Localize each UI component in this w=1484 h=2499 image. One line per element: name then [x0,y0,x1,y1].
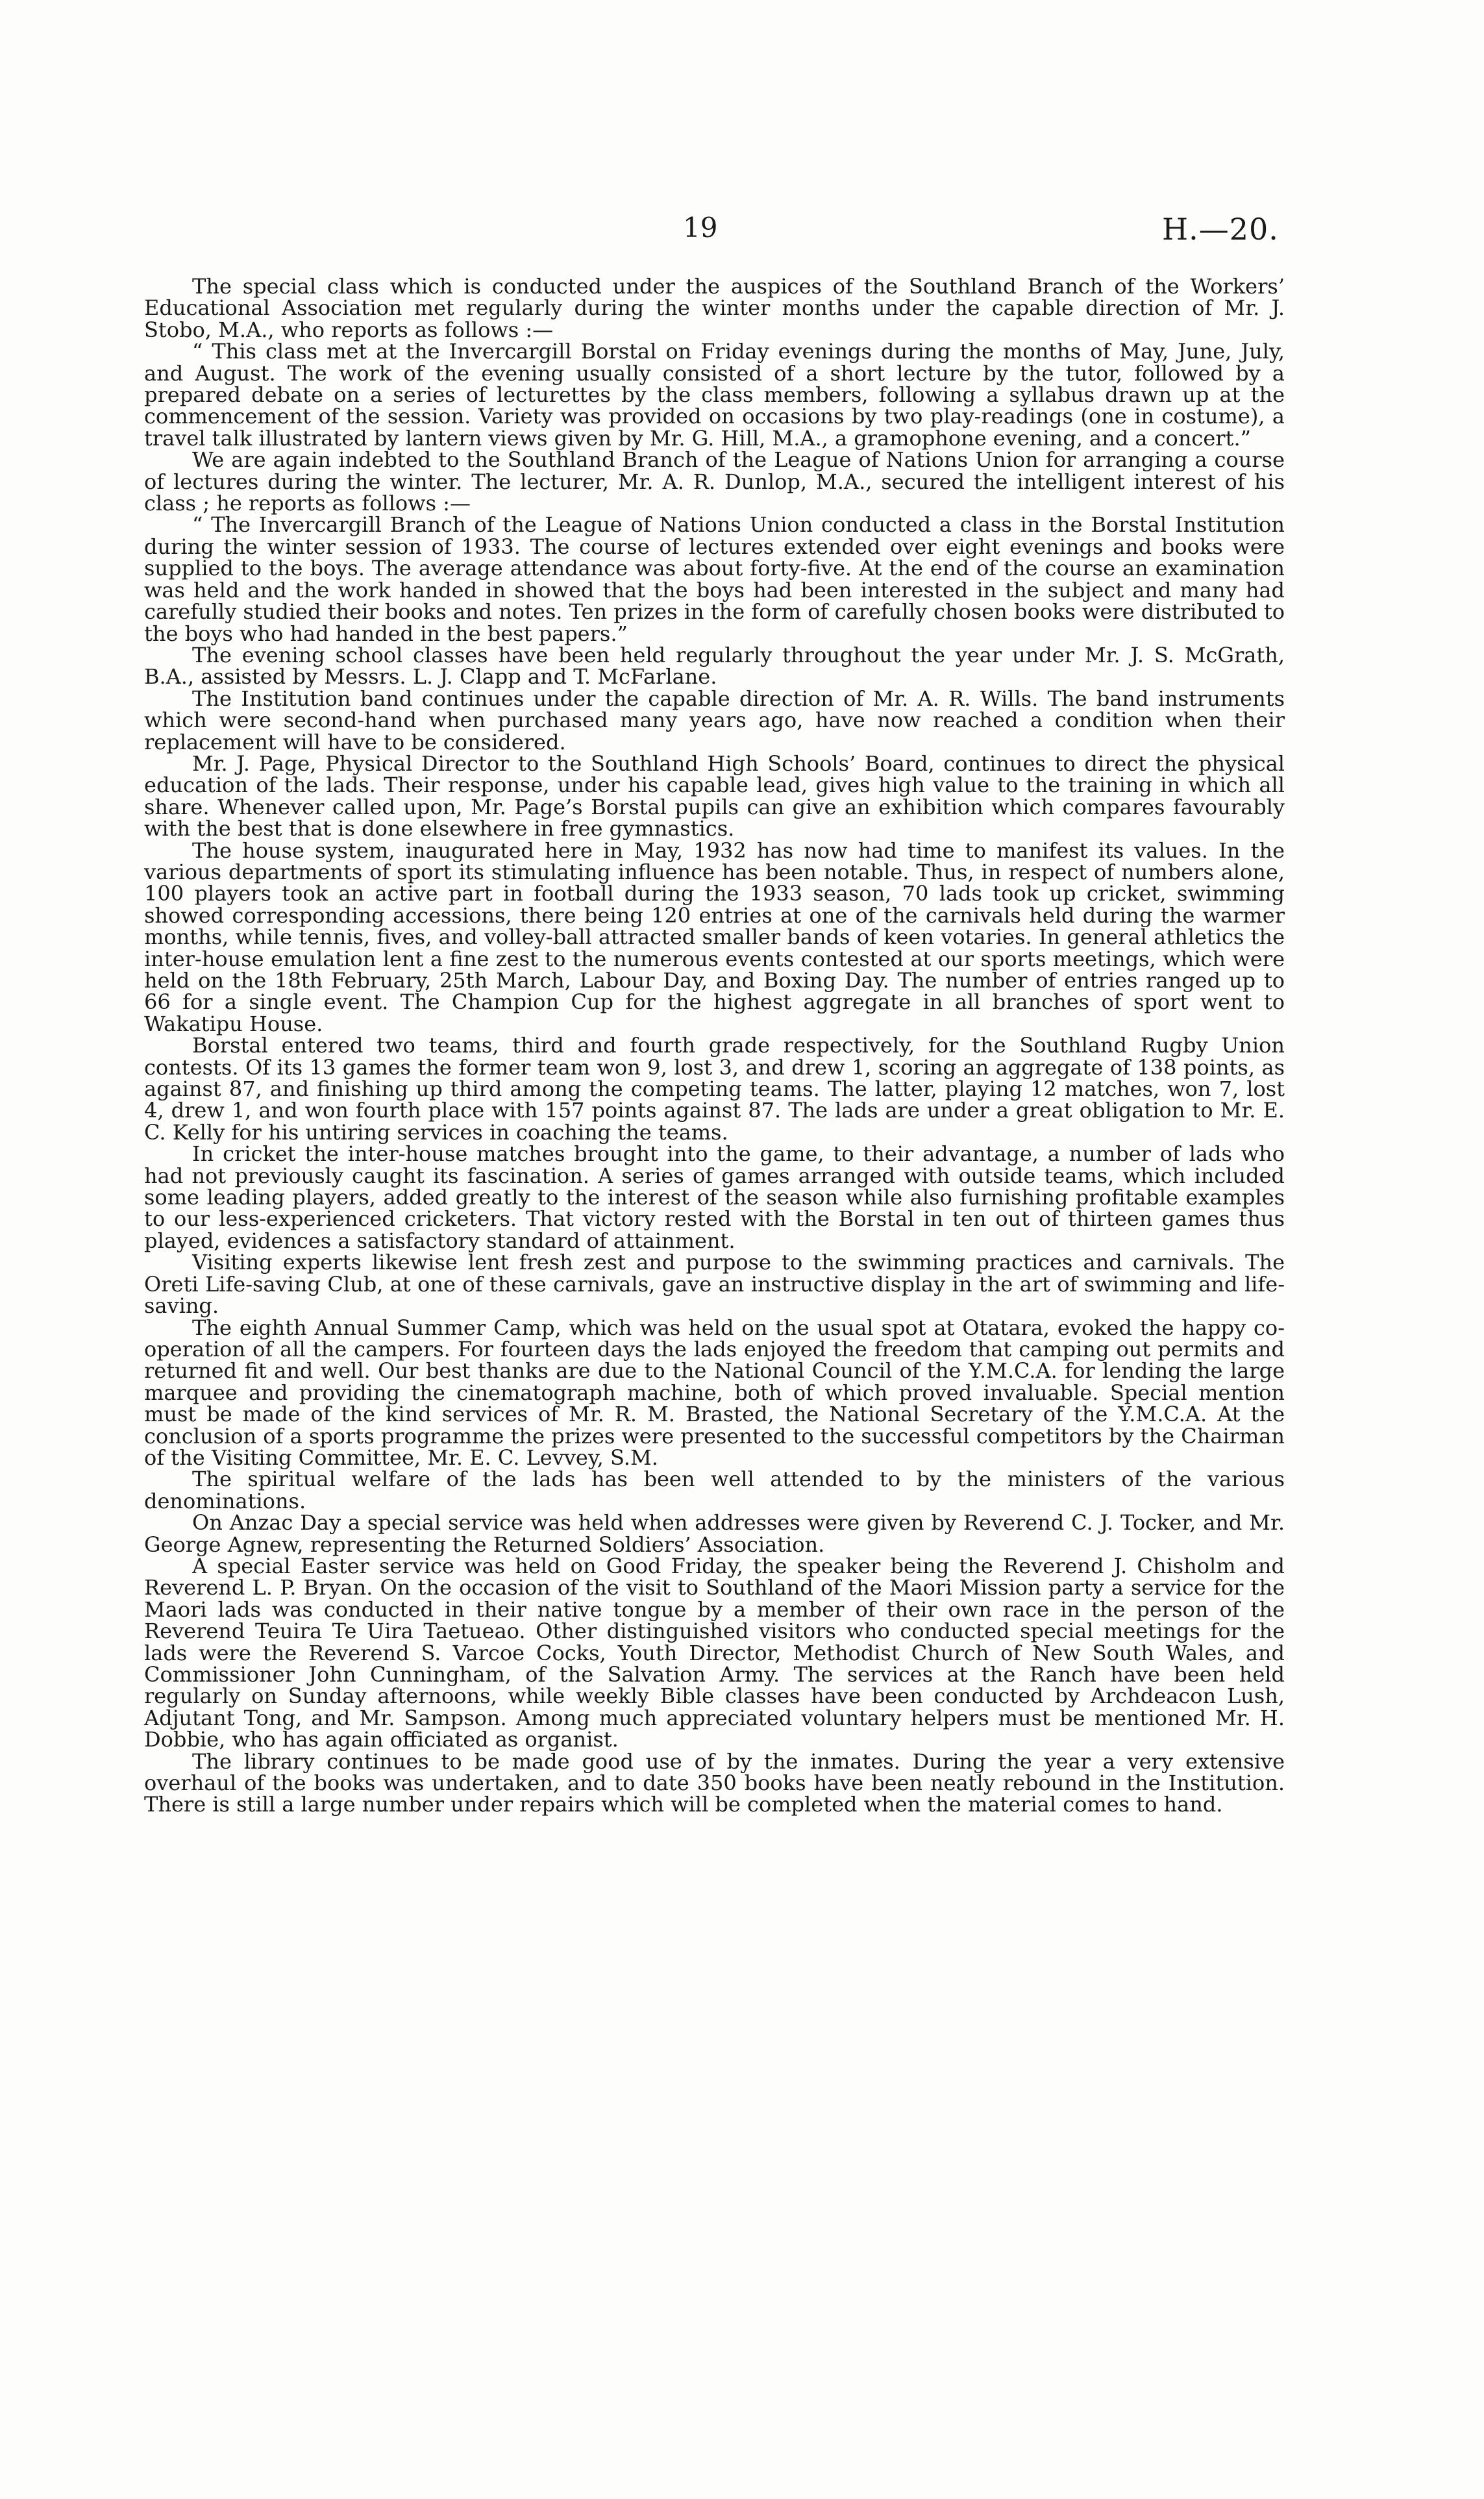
document-reference: H.—20. [1162,212,1279,247]
paragraph-evening-school: The evening school classes have been held regularly throughout the year under Mr. J. S. McGrath, B.A., assisted by Messrs. L. J. Clapp and T. McFarlane. [144,642,1285,690]
paragraph-easter-service: A special Easter service was held on Good Friday, the speaker being the Reverend J. Chisholm and Reverend L. P. Bryan. On the occasion of the visit to Southland of the Maori Mission party a service for the Maori lads was conducted in their native tongue by a member of their own race in the person of the Reverend Teuira Te Uira Taetueao. Other distinguished visitors who conducted special meetings for the lads were the Reverend S. Varcoe Cocks, Youth Director, Methodist Church of New South Wales, and Commissioner John Cunningham, of the Salvation Army. The services at the Ranch have been held regularly on Sunday afternoons, while weekly Bible classes have been conducted by Archdeacon Lush, Adjutant Tong, and Mr. Sampson. Among much appreciated voluntary helpers must be mentioned Mr. H. Dobbie, who has again officiated as organist. [144,1553,1285,1752]
paragraph-spiritual-welfare: The spiritual welfare of the lads has been well attended to by the ministers of the various denominations. [144,1467,1285,1513]
paragraph-physical-education: Mr. J. Page, Physical Director to the Southland High Schools’ Board, continues to direct the physical education of the lads. Their response, under his capable lead, gives high value to the training in which all share. Whenever called upon, Mr. Page’s Borstal pupils can give an exhibition which compares favourably with the best that is done elsewhere in free gymnastics. [144,751,1285,841]
paragraph-rugby: Borstal entered two teams, third and fourth grade respectively, for the Southland Rugby Union contests. Of its 13 games the former team won 9, lost 3, and drew 1, scoring an aggregate of 138 points, as against 87, and finishing up third among the competing teams. The latter, playing 12 matches, won 7, lost 4, drew 1, and won fourth place with 157 points against 87. The lads are under a great obligation to Mr. E. C. Kelly for his untiring services in coaching the teams. [144,1033,1285,1145]
paragraph-anzac-day: On Anzac Day a special service was held when addresses were given by Reverend C. J. Tocker, and Mr. George Agnew, representing the Returned Soldiers’ Association. [144,1510,1285,1557]
paragraph-league-of-nations-report-quote: “ The Invercargill Branch of the League of Nations Union conducted a class in the Borstal Institution during the winter session of 1933. The course of lectures extended over eight evenings and books were supplied to the boys. The average attendance was about forty-five. At the end of the course an examination was held and the work handed in showed that the boys had been interested in the subject and many had carefully studied their books and notes. Ten prizes in the form of carefully chosen books were distributed to the boys who had handed in the best papers.” [144,512,1285,646]
paragraph-cricket: In cricket the inter-house matches brought into the game, to their advantage, a number of lads who had not previously caught its fascination. A series of games arranged with outside teams, which included some leading players, added greatly to the interest of the season while also furnishing profitable examples to our less-experienced cricketers. That victory rested with the Borstal in ten out of thirteen games thus played, evidences a satisfactory standard of attainment. [144,1141,1285,1253]
paragraph-wea-report-quote: “ This class met at the Invercargill Borstal on Friday evenings during the months of May, June, July, and August. The work of the evening usually consisted of a short lecture by the tutor, followed by a prepared debate on a series of lecturettes by the class members, following a syllabus drawn up at the commencement of the session. Variety was provided on occasions by two play-readings (one in costume), a travel talk illustrated by lantern views given by Mr. G. Hill, M.A., a gramophone evening, and a concert.” [144,339,1285,451]
paragraph-wea-class: The special class which is conducted under the auspices of the Southland Branch of the Workers’ Educational Association met regularly during the winter months under the capable direction of Mr. J. Stobo, M.A., who reports as follows :— [144,274,1285,342]
body-text [144,276,1285,1816]
paragraph-house-system: The house system, inaugurated here in May, 1932 has now had time to manifest its values. In the various departments of sport its stimulating influence has been notable. Thus, in respect of numbers alone, 100 players took an active part in football during the 1933 season, 70 lads took up cricket, swimming showed corresponding accessions, there being 120 entries at one of the carnivals held during the warmer months, while tennis, fives, and volley-ball attracted smaller bands of keen votaries. In general athletics the inter-house emulation lent a fine zest to the numerous events contested at our sports meetings, which were held on the 18th February, 25th March, Labour Day, and Boxing Day. The number of entries ranged up to 66 for a single event. The Champion Cup for the highest aggregate in all branches of sport went to Wakatipu House. [144,838,1285,1036]
paragraph-institution-band: The Institution band continues under the capable direction of Mr. A. R. Wills. The band instruments which were second-hand when purchased many years ago, have now reached a condition when their replacement will have to be considered. [144,686,1285,754]
paragraph-league-of-nations-lectures: We are again indebted to the Southland Branch of the League of Nations Union for arranging a course of lectures during the winter. The lecturer, Mr. A. R. Dunlop, M.A., secured the intelligent interest of his class ; he reports as follows :— [144,447,1285,516]
paragraph-swimming: Visiting experts likewise lent fresh zest and purpose to the swimming practices and carnivals. The Oreti Life-saving Club, at one of these carnivals, gave an instructive display in the art of swimming and life-saving. [144,1250,1285,1319]
page-number: 19 [683,212,718,243]
paragraph-library: The library continues to be made good use of by the inmates. During the year a very extensive overhaul of the books was undertaken, and to date 350 books have been neatly rebound in the Institution. There is still a large number under repairs which will be completed when the material comes to hand. [144,1748,1285,1817]
paragraph-summer-camp: The eighth Annual Summer Camp, which was held on the usual spot at Otatara, evoked the happy co-operation of all the campers. For fourteen days the lads enjoyed the freedom that camping out permits and returned fit and well. Our best thanks are due to the National Council of the Y.M.C.A. for lending the large marquee and providing the cinematograph machine, both of which proved invaluable. Special mention must be made of the kind services of Mr. R. M. Brasted, the National Secretary of the Y.M.C.A. At the conclusion of a sports programme the prizes were presented to the successful competitors by the Chairman of the Visiting Committee, Mr. E. C. Levvey, S.M. [144,1315,1285,1470]
